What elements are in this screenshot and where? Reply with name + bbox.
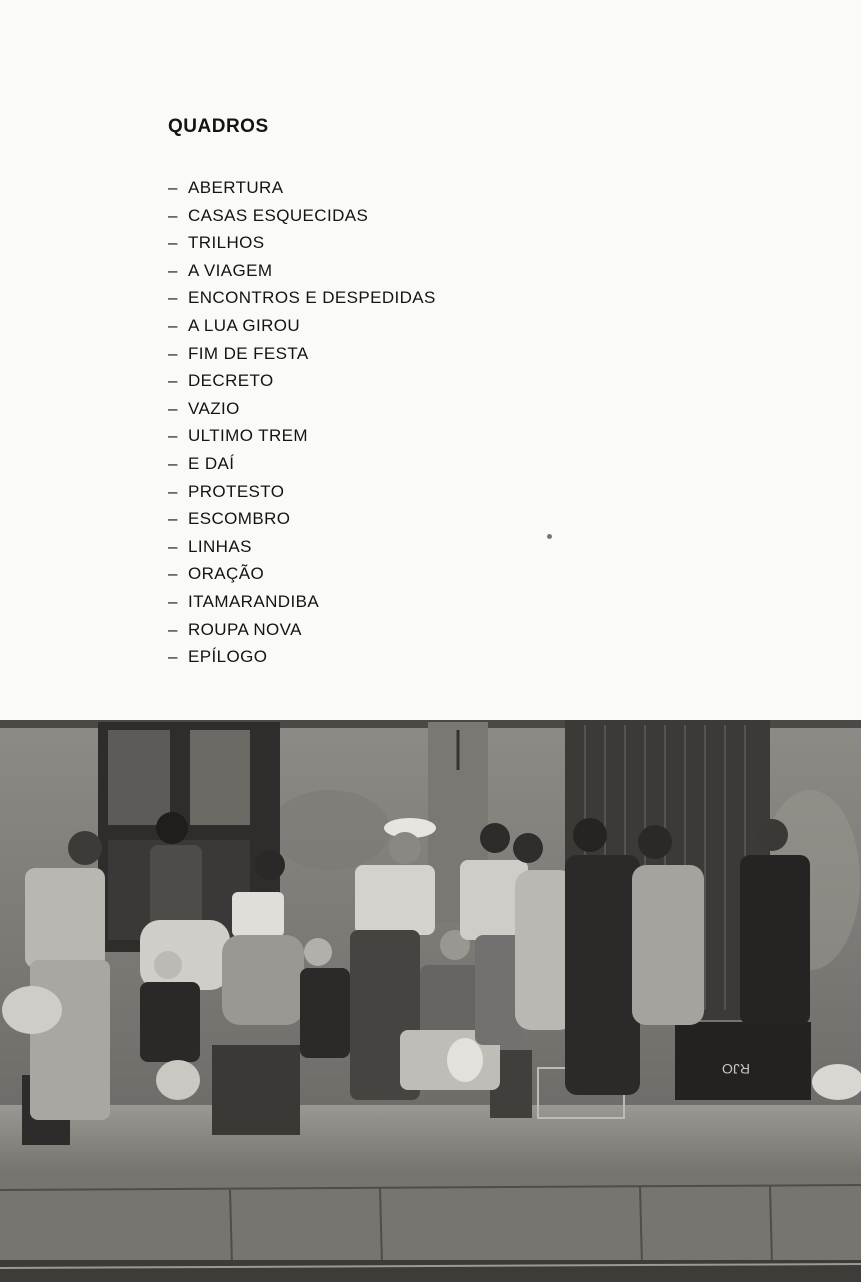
scene-dash: – <box>168 233 178 253</box>
scene-item <box>168 452 436 480</box>
scene-title: PROTESTO <box>188 481 285 501</box>
scene-dash: – <box>168 564 178 584</box>
scene-title: ENCONTROS E DESPEDIDAS <box>188 288 436 308</box>
scene-title: TRILHOS <box>188 233 265 253</box>
scene-dash: – <box>168 288 178 308</box>
suitcase <box>212 1045 300 1135</box>
scene-item <box>168 618 436 646</box>
scene-item <box>168 424 436 452</box>
scene-item <box>168 231 436 259</box>
scene-dash: – <box>168 205 178 225</box>
scene-item <box>168 176 436 204</box>
door-panel <box>108 730 170 825</box>
scene-title: E DAÍ <box>188 453 235 473</box>
scene-item <box>168 535 436 563</box>
door-panel <box>190 730 250 825</box>
railway-track <box>0 1260 861 1282</box>
scene-dash: – <box>168 371 178 391</box>
scene-title: FIM DE FESTA <box>188 343 309 363</box>
scene-item <box>168 314 436 342</box>
scene-item <box>168 480 436 508</box>
scene-title: CASAS ESQUECIDAS <box>188 205 369 225</box>
scene-dash: – <box>168 343 178 363</box>
scene-dash: – <box>168 315 178 335</box>
scene-title: ROUPA NOVA <box>188 619 302 639</box>
scene-dash: – <box>168 453 178 473</box>
scene-dash: – <box>168 536 178 556</box>
scene-dash: – <box>168 509 178 529</box>
scene-title: EPÍLOGO <box>188 647 268 667</box>
scene-title: VAZIO <box>188 398 240 418</box>
scene-dash: – <box>168 481 178 501</box>
scene-title: DECRETO <box>188 371 274 391</box>
scene-title: ESCOMBRO <box>188 509 291 529</box>
scene-title: ORAÇÃO <box>188 564 265 584</box>
scene-dash: – <box>168 647 178 667</box>
cast-photograph <box>0 720 861 1282</box>
section-heading: QUADROS <box>168 116 269 137</box>
photo-illustration <box>0 720 861 1282</box>
scene-item <box>168 397 436 425</box>
scene-dash: – <box>168 260 178 280</box>
scene-item <box>168 204 436 232</box>
scene-dash: – <box>168 178 178 197</box>
scene-title: ABERTURA <box>188 178 284 197</box>
scene-list <box>168 176 436 673</box>
scene-title: LINHAS <box>188 536 252 556</box>
scene-dash: – <box>168 619 178 639</box>
scene-title: ULTIMO TREM <box>188 426 308 446</box>
scene-item <box>168 507 436 535</box>
print-speck <box>547 534 552 539</box>
scene-title: ITAMARANDIBA <box>188 591 320 611</box>
scene-title: A VIAGEM <box>188 260 273 280</box>
trunk-lettering: RJO <box>722 1061 750 1077</box>
scene-item <box>168 645 436 673</box>
scene-item <box>168 259 436 287</box>
scene-item <box>168 590 436 618</box>
scene-title: A LUA GIROU <box>188 315 301 335</box>
trunk <box>675 1022 811 1100</box>
scene-dash: – <box>168 426 178 446</box>
scene-item <box>168 342 436 370</box>
scene-item <box>168 286 436 314</box>
wall-stain <box>270 790 390 870</box>
scene-dash: – <box>168 591 178 611</box>
scene-item <box>168 369 436 397</box>
scene-item <box>168 562 436 590</box>
scene-dash: – <box>168 398 178 418</box>
